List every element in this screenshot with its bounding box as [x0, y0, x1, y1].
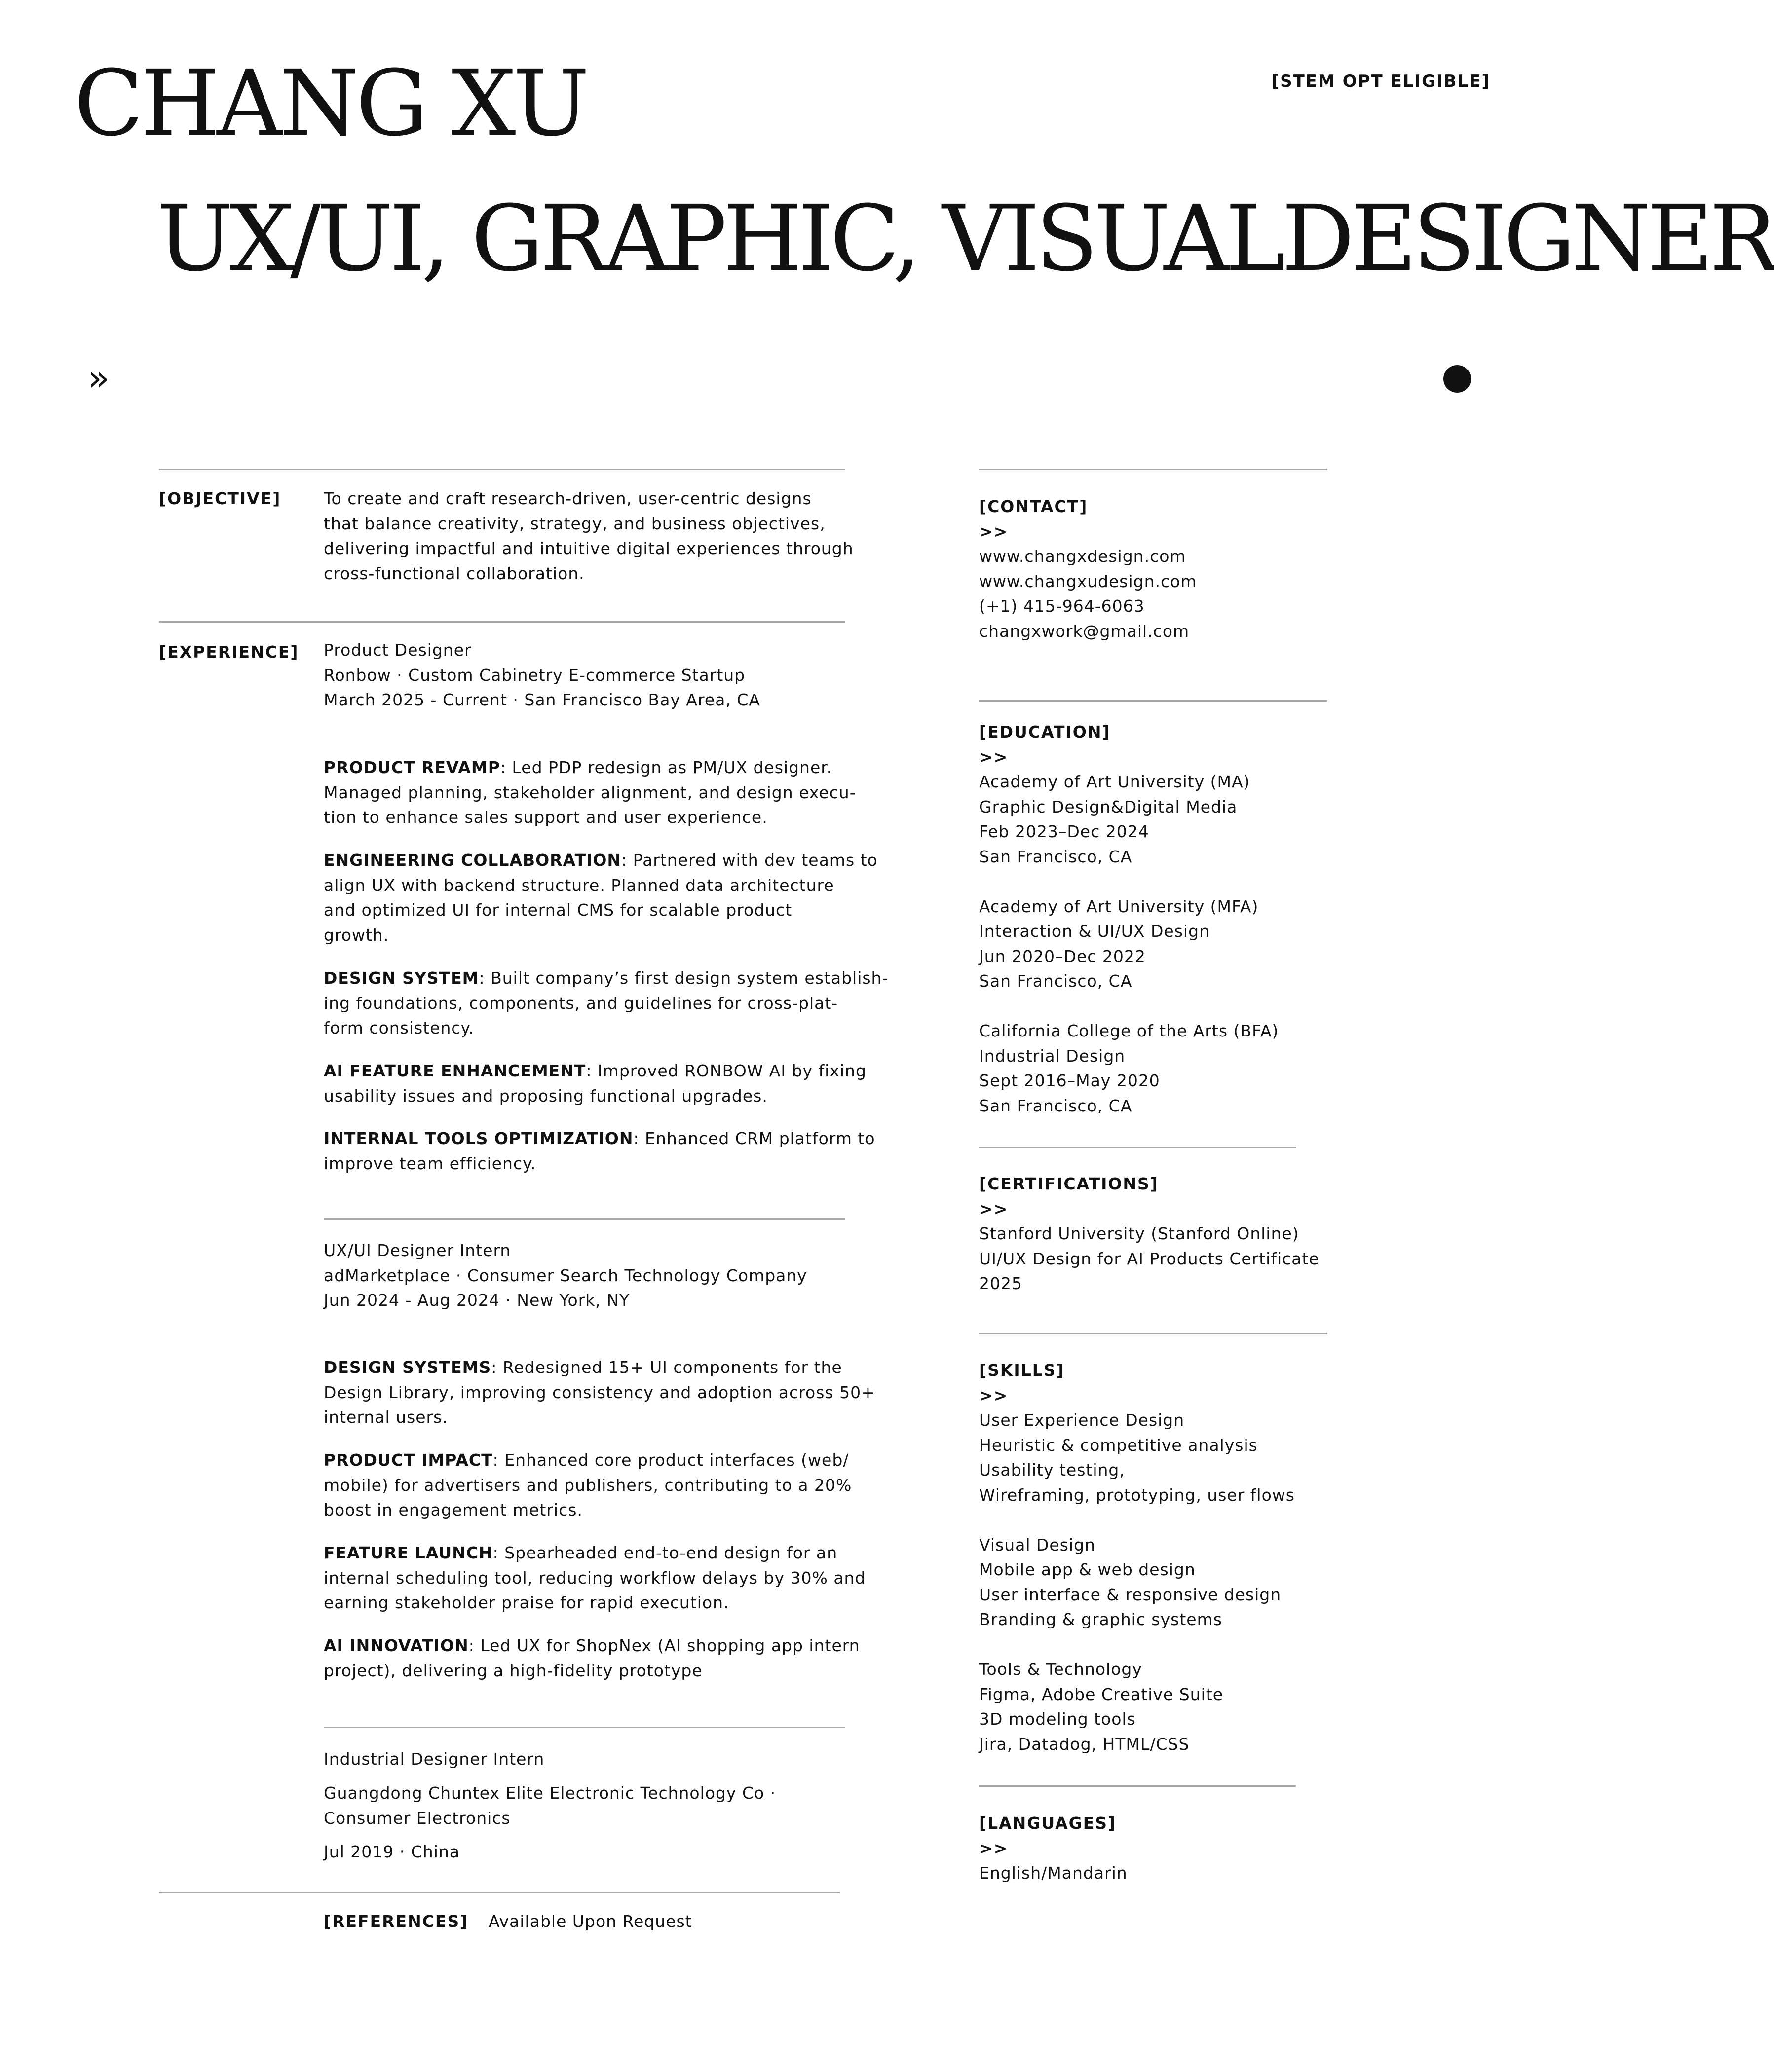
- job-company: Ronbow · Custom Cabinetry E-commerce Startup: [324, 665, 746, 685]
- job-bullet: DESIGN SYSTEM: Built company’s first design system establish- ing foundations, components, and guidelines for cross-plat- form consistency.: [324, 968, 889, 1037]
- job-bullet: PRODUCT REVAMP: Led PDP redesign as PM/UX designer. Managed planning, stakeholder alignment, and design execu- tion to enhance sales support and user experience.: [324, 758, 856, 827]
- certifications-label: [CERTIFICATIONS]: [979, 1174, 1159, 1193]
- references-value: Available Upon Request: [489, 1912, 692, 1931]
- job-company: Guangdong Chuntex Elite Electronic Technology Co · Consumer Electronics: [324, 1783, 776, 1828]
- contact-arrow: >>: [979, 521, 1009, 541]
- job-bullet: FEATURE LAUNCH: Spearheaded end-to-end design for an internal scheduling tool, reducing workflow delays by 30% and earning stakeholder praise for rapid execution.: [324, 1543, 866, 1612]
- job-bullet: AI FEATURE ENHANCEMENT: Improved RONBOW AI by fixing usability issues and proposing functional upgrades.: [324, 1061, 867, 1106]
- contact-website[interactable]: www.changxudesign.com: [979, 571, 1197, 591]
- job-header: [324, 1238, 807, 1313]
- job-period: Jul 2019 · China: [324, 1842, 460, 1861]
- certifications-section: [CERTIFICATIONS] >> Stanford University (Stanford Online) UI/UX Design for AI Products Certificate 2025: [979, 1172, 1320, 1296]
- divider: [979, 1147, 1296, 1148]
- contact-email[interactable]: changxwork@gmail.com: [979, 621, 1190, 641]
- job-title-heading: UX/UI, GRAPHIC, VISUALDESIGNER: [157, 186, 1774, 292]
- divider: [324, 1218, 845, 1220]
- job-period: March 2025 - Current · San Francisco Bay Area, CA: [324, 690, 760, 709]
- objective-text: To create and craft research-driven, user-centric designs that balance creativity, strategy, and business objectives, delivering impactful and intuitive digital experiences through cross-functional collaboration.: [324, 489, 854, 583]
- job-title: Product Designer: [324, 640, 472, 660]
- divider: [979, 700, 1327, 702]
- certifications-arrow: >>: [979, 1199, 1009, 1219]
- skills-label: [SKILLS]: [979, 1361, 1065, 1380]
- divider: [159, 1892, 840, 1893]
- divider: [159, 621, 845, 623]
- education-label: [EDUCATION]: [979, 722, 1111, 741]
- skills-arrow: >>: [979, 1385, 1009, 1405]
- languages-label: [LANGUAGES]: [979, 1813, 1117, 1833]
- divider: [979, 469, 1327, 470]
- divider: [324, 1727, 845, 1728]
- divider: [979, 1333, 1327, 1334]
- black-dot-icon: [1443, 365, 1471, 393]
- job-header: [324, 638, 760, 713]
- contact-website[interactable]: www.changxdesign.com: [979, 547, 1186, 566]
- job-bullet: DESIGN SYSTEMS: Redesigned 15+ UI components for the Design Library, improving consistency and adoption across 50+ internal users.: [324, 1358, 875, 1427]
- job-bullet: INTERNAL TOOLS OPTIMIZATION: Enhanced CRM platform to improve team efficiency.: [324, 1129, 875, 1173]
- languages-section: [LANGUAGES] >> English/Mandarin: [979, 1811, 1128, 1886]
- double-chevron-icon: »: [88, 357, 110, 399]
- skills-section: [SKILLS] >> User Experience Design Heuristic & competitive analysis Usability testing, Wireframing, prototyping, user flows Visual Design Mobile app & web design User interface & responsive design Branding & graphic systems Tools & Technology Figma, Adobe Creative Suite 3D modeling tools Jira, Datadog, HTML/CSS: [979, 1358, 1295, 1757]
- eligibility-badge: [STEM OPT ELIGIBLE]: [1271, 72, 1490, 91]
- experience-label: [EXPERIENCE]: [159, 642, 299, 662]
- education-arrow: >>: [979, 747, 1009, 767]
- job-title: Industrial Designer Intern: [324, 1749, 545, 1769]
- contact-label: [CONTACT]: [979, 497, 1088, 516]
- divider: [159, 469, 845, 470]
- divider: [979, 1785, 1296, 1787]
- candidate-name: CHANG XU: [74, 51, 587, 156]
- languages-arrow: >>: [979, 1838, 1009, 1858]
- contact-phone[interactable]: (+1) 415-964-6063: [979, 596, 1145, 616]
- contact-section: [979, 494, 1197, 644]
- education-section: [EDUCATION] >> Academy of Art University (MA) Graphic Design&Digital Media Feb 2023–Dec 2024 San Francisco, CA Academy of Art University (MFA) Interaction & UI/UX Design Jun 2020–Dec 2022 San Francisco, CA California College of the Arts (BFA) Industrial Design Sept 2016–May 2020 San Francisco, CA: [979, 720, 1279, 1118]
- job-company: adMarketplace · Consumer Search Technology Company: [324, 1265, 807, 1285]
- job-period: Jun 2024 - Aug 2024 · New York, NY: [324, 1291, 630, 1310]
- job-title: UX/UI Designer Intern: [324, 1241, 511, 1260]
- job-bullet: ENGINEERING COLLABORATION: Partnered with dev teams to align UX with backend structure. Planned data architecture and optimized UI for internal CMS for scalable product growth.: [324, 851, 878, 945]
- job-bullet: AI INNOVATION: Led UX for ShopNex (AI shopping app intern project), delivering a high-fidelity prototype: [324, 1636, 860, 1680]
- objective-label: [OBJECTIVE]: [159, 489, 281, 508]
- job-bullet: PRODUCT IMPACT: Enhanced core product interfaces (web/ mobile) for advertisers and publishers, contributing to a 20% boost in engagement metrics.: [324, 1450, 852, 1519]
- references-label: [REFERENCES]: [324, 1912, 469, 1931]
